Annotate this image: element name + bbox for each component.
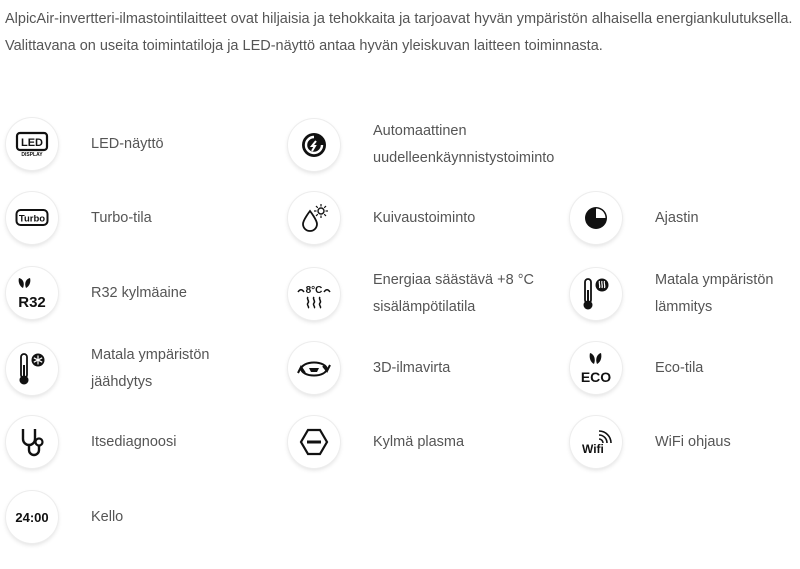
feature-label: Matala ympäristön lämmitys bbox=[655, 272, 774, 315]
svg-text:8°C: 8°C bbox=[305, 285, 323, 296]
low-ambient-cooling-icon bbox=[6, 343, 58, 395]
feature-label: Eco-tila bbox=[655, 359, 704, 376]
feature-label: Ajastin bbox=[655, 209, 699, 226]
led-display-icon bbox=[6, 118, 58, 170]
feature-dry bbox=[288, 192, 475, 244]
feature-label: LED-näyttö bbox=[91, 135, 164, 152]
svg-text:Turbo: Turbo bbox=[18, 213, 46, 225]
heat-8c-icon bbox=[288, 268, 340, 320]
feature-label: Itsediagnoosi bbox=[91, 433, 177, 450]
feature-label: Matala ympäristön jäähdytys bbox=[91, 347, 210, 390]
feature-label: Energiaa säästävä +8 °C sisälämpötilatila bbox=[373, 272, 534, 315]
svg-text:R32: R32 bbox=[18, 294, 46, 310]
feature-3d-airflow bbox=[288, 342, 450, 394]
svg-text:LED: LED bbox=[21, 137, 43, 149]
clock-icon bbox=[6, 491, 58, 543]
feature-r32 bbox=[6, 267, 187, 319]
timer-icon bbox=[570, 192, 622, 244]
svg-text:Wifi: Wifi bbox=[582, 442, 604, 456]
feature-wifi bbox=[570, 416, 731, 468]
feature-label: Kello bbox=[91, 508, 124, 525]
feature-timer bbox=[570, 192, 699, 244]
svg-text:24:00: 24:00 bbox=[15, 510, 49, 525]
wifi-icon bbox=[570, 416, 622, 468]
feature-label: Kylmä plasma bbox=[373, 433, 465, 450]
feature-low-ambient-cooling bbox=[6, 342, 251, 396]
feature-label: Kuivaustoiminto bbox=[373, 209, 476, 226]
feature-label: 3D-ilmavirta bbox=[373, 359, 451, 376]
feature-auto-restart bbox=[288, 118, 593, 172]
feature-led-display bbox=[6, 118, 164, 170]
feature-self-diagnosis bbox=[6, 416, 176, 468]
feature-label: Turbo-tila bbox=[91, 209, 152, 226]
feature-eco bbox=[570, 342, 703, 394]
svg-text:ECO: ECO bbox=[580, 369, 612, 385]
eco-icon bbox=[570, 342, 622, 394]
feature-label: WiFi ohjaus bbox=[655, 433, 731, 450]
feature-cold-plasma bbox=[288, 416, 464, 468]
cold-plasma-icon bbox=[288, 416, 340, 468]
feature-low-ambient-heating bbox=[570, 267, 800, 321]
r32-refrigerant-icon bbox=[6, 267, 58, 319]
intro-text: AlpicAir-invertteri-ilmastointilaitteet ovat hiljaisia ja tehokkaita ja tarjoavat hyvän ympäristön alhaisella energiankulutuksella. Valittavana on useita toimintatiloja ja LED-näyttö antaa hyvän yleiskuvan laitteen toiminnasta. bbox=[5, 11, 793, 54]
low-ambient-heating-icon bbox=[570, 268, 622, 320]
stethoscope-icon bbox=[6, 416, 58, 468]
dry-mode-icon bbox=[288, 192, 340, 244]
feature-label: R32 kylmäaine bbox=[91, 284, 187, 301]
auto-restart-icon bbox=[288, 119, 340, 171]
turbo-icon bbox=[6, 192, 58, 244]
svg-text:DISPLAY: DISPLAY bbox=[21, 152, 43, 157]
feature-label: Automaattinen uudelleenkäynnistystoiminto bbox=[373, 123, 555, 166]
feature-turbo bbox=[6, 192, 152, 244]
feature-clock bbox=[6, 491, 123, 543]
feature-heat-8c bbox=[288, 267, 573, 321]
3d-airflow-icon bbox=[288, 342, 340, 394]
